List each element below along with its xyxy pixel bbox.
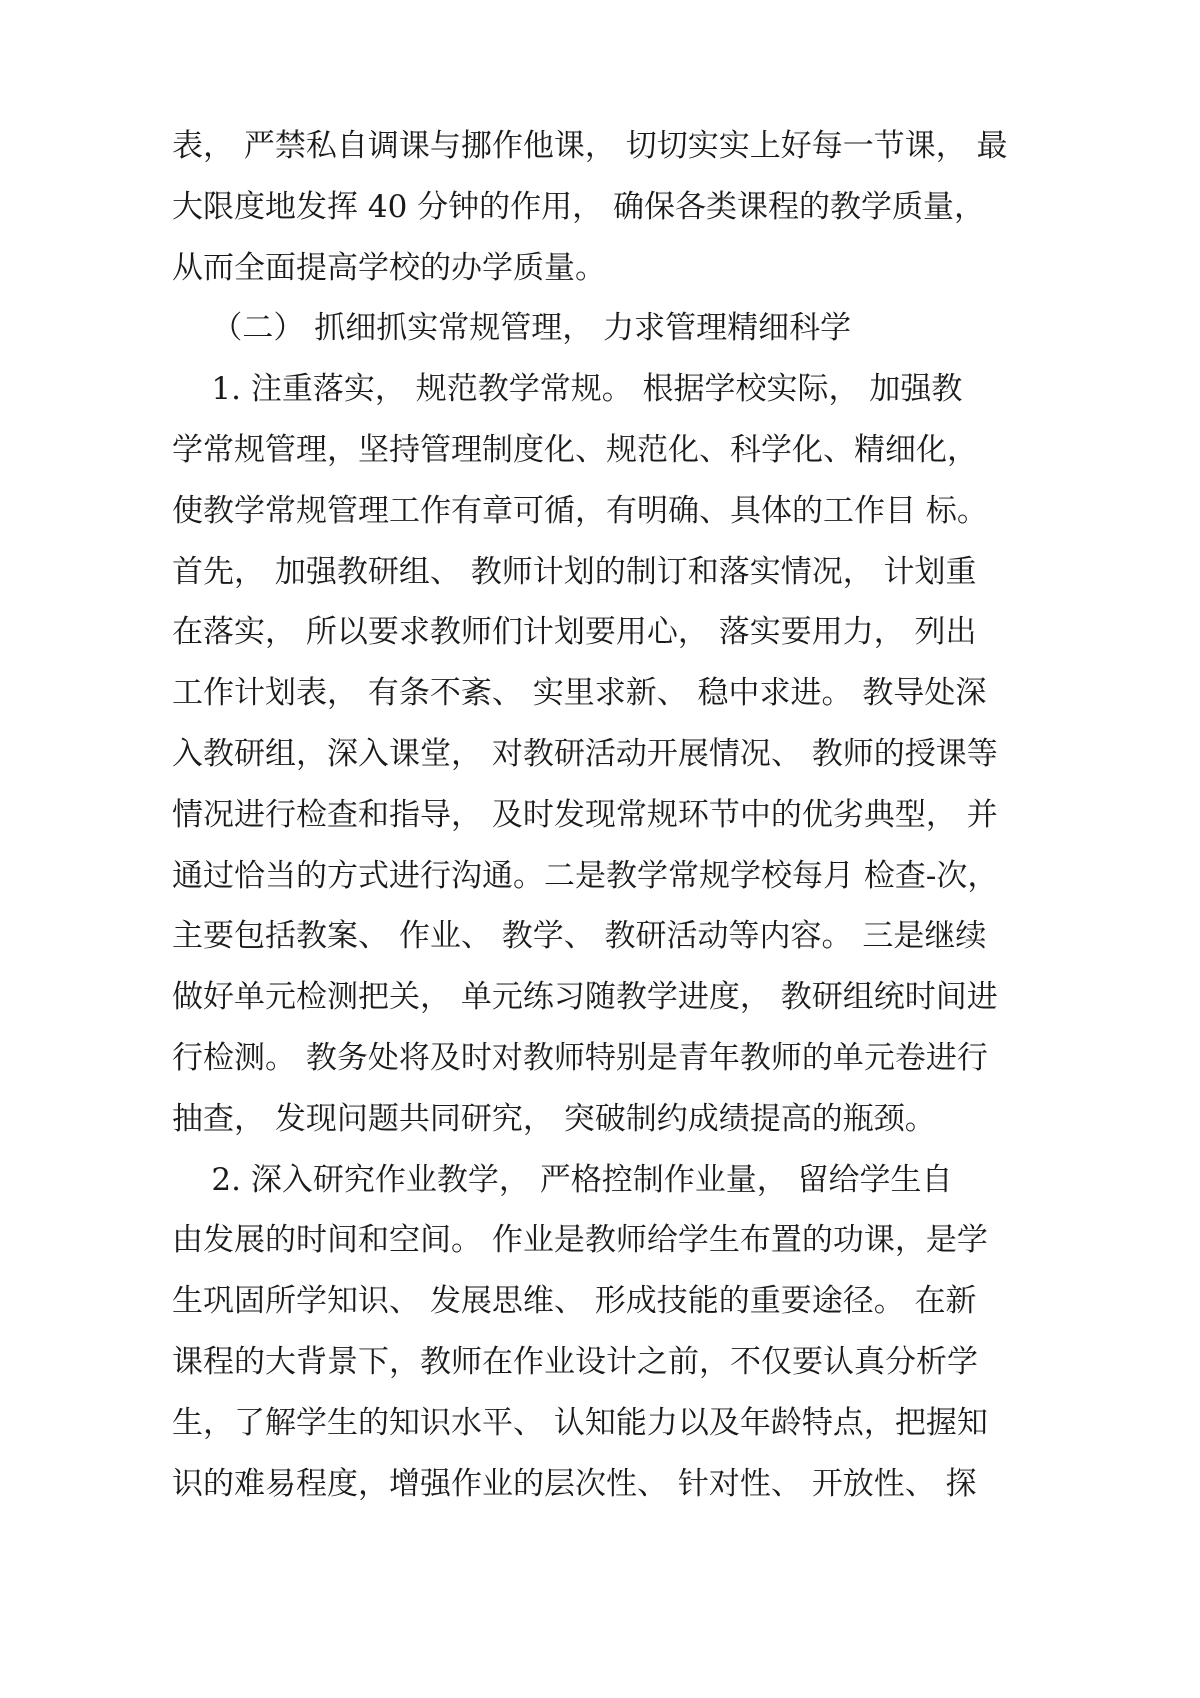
section-heading: （二） 抓细抓实常规管理， 力求管理精细科学 (172, 310, 852, 347)
text-line: 学常规管理，坚持管理制度化、规范化、科学化、精细化， (172, 431, 978, 468)
text-line: 抽查， 发现问题共同研究， 突破制约成绩提高的瓶颈。 (172, 1100, 936, 1137)
text-line: 主要包括教案、 作业、 教学、 教研活动等内容。 三是继续 (172, 918, 987, 955)
text-line: 首先， 加强教研组、 教师计划的制订和落实情况， 计划重 (172, 553, 977, 590)
text-line: 1. 注重落实， 规范教学常规。 根据学校实际， 加强教 (172, 371, 963, 408)
text-line: 课程的大背景下，教师在作业设计之前，不仅要认真分析学 (172, 1343, 978, 1380)
text-line: 行检测。 教务处将及时对教师特别是青年教师的单元卷进行 (172, 1039, 988, 1076)
text-line: 识的难易程度，增强作业的层次性、 针对性、 开放性、 探 (172, 1465, 977, 1502)
text-line: 表， 严禁私自调课与挪作他课， 切切实实上好每一节课， 最 (172, 128, 1008, 164)
text-line: 大限度地发挥 40 分钟的作用， 确保各类课程的教学质量， (172, 188, 986, 225)
text-line: 2. 深入研究作业教学， 严格控制作业量， 留给学生自 (172, 1161, 953, 1198)
text-line: 做好单元检测把关， 单元练习随教学进度， 教研组统时间进 (172, 979, 998, 1016)
text-line: 从而全面提高学校的办学质量。 (172, 249, 606, 286)
text-line: 生，了解学生的知识水平、 认知能力以及年龄特点，把握知 (172, 1404, 988, 1441)
text-line: 入教研组，深入课堂， 对教研活动开展情况、 教师的授课等 (172, 735, 998, 772)
text-line: 工作计划表， 有条不紊、 实里求新、 稳中求进。 教导处深 (172, 675, 987, 712)
text-line: 通过恰当的方式进行沟通。二是教学常规学校每月 检查-次， (172, 857, 999, 894)
text-line: 使教学常规管理工作有章可循，有明确、具体的工作目 标。 (172, 492, 988, 529)
body-text (172, 116, 1052, 1514)
text-line: 生巩固所学知识、 发展思维、 形成技能的重要途径。 在新 (172, 1283, 977, 1320)
text-line: 由发展的时间和空间。 作业是教师给学生布置的功课，是学 (172, 1222, 988, 1259)
text-line: 在落实， 所以要求教师们计划要用心， 落实要用力， 列出 (172, 614, 977, 651)
text-line: 情况进行检查和指导， 及时发现常规环节中的优劣典型， 并 (172, 796, 998, 833)
